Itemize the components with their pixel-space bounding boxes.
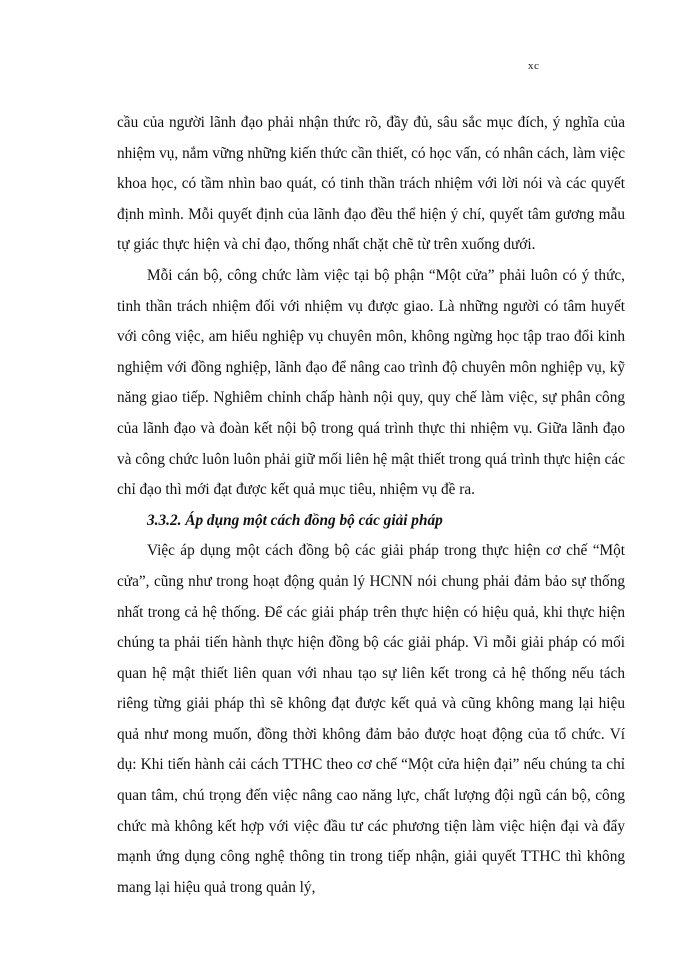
paragraph-1: cầu của người lãnh đạo phải nhận thức rõ, đầy đủ, sâu sắc mục đích, ý nghĩa của nhiệm vụ, nắm vững những kiến thức cần thiết, có học vấn, có nhân cách, làm việc khoa học, có tầm nhìn bao quát, có tinh thần trách nhiệm với lời nói và các quyết định mình. Mỗi quyết định của lãnh đạo đều thể hiện ý chí, quyết tâm gương mẫu tự giác thực hiện và chỉ đạo, thống nhất chặt chẽ từ trên xuống dưới. xyxy=(117,114,625,254)
page-number: xc xyxy=(528,60,540,72)
document-body xyxy=(117,108,625,903)
paragraph-2: Mỗi cán bộ, công chức làm việc tại bộ phận “Một cửa” phải luôn có ý thức, tinh thần trách nhiệm đối với nhiệm vụ được giao. Là những người có tâm huyết với công việc, am hiểu nghiệp vụ chuyên môn, không ngừng học tập trao đổi kinh nghiệm với đồng nghiệp, lãnh đạo để nâng cao trình độ chuyên môn nghiệp vụ, kỹ năng giao tiếp. Nghiêm chỉnh chấp hành nội quy, quy chế làm việc, sự phân công của lãnh đạo và đoàn kết nội bộ trong quá trình thực thi nhiệm vụ. Giữa lãnh đạo và công chức luôn luôn phải giữ mối liên hệ mật thiết trong quá trình thực hiện các chỉ đạo thì mới đạt được kết quả mục tiêu, nhiệm vụ đề ra. xyxy=(117,266,625,499)
paragraph-3: Việc áp dụng một cách đồng bộ các giải pháp trong thực hiện cơ chế “Một cửa”, cũng như trong hoạt động quản lý HCNN nói chung phải đảm bảo sự thống nhất trong cả hệ thống. Để các giải pháp trên thực hiện có hiệu quả, khi thực hiện chúng ta phải tiến hành thực hiện đồng bộ các giải pháp. Vì mỗi giải pháp có mối quan hệ mật thiết liên quan với nhau tạo sự liên kết trong cả hệ thống nếu tách riêng từng giải pháp thì sẽ không đạt được kết quả và cũng không mang lại hiệu quả như mong muốn, đồng thời không đảm bảo được hoạt động của tổ chức. Ví dụ: Khi tiến hành cải cách TTHC theo cơ chế “Một cửa hiện đại” nếu chúng ta chỉ quan tâm, chú trọng đến việc nâng cao năng lực, chất lượng đội ngũ cán bộ, công chức mà không kết hợp với việc đầu tư các phương tiện làm việc hiện đại và đẩy mạnh ứng dụng công nghệ thông tin trong tiếp nhận, giải quyết TTHC thì không mang lại hiệu quả trong quản lý, xyxy=(117,542,625,896)
section-heading: 3.3.2. Áp dụng một cách đồng bộ các giải pháp xyxy=(147,511,443,529)
